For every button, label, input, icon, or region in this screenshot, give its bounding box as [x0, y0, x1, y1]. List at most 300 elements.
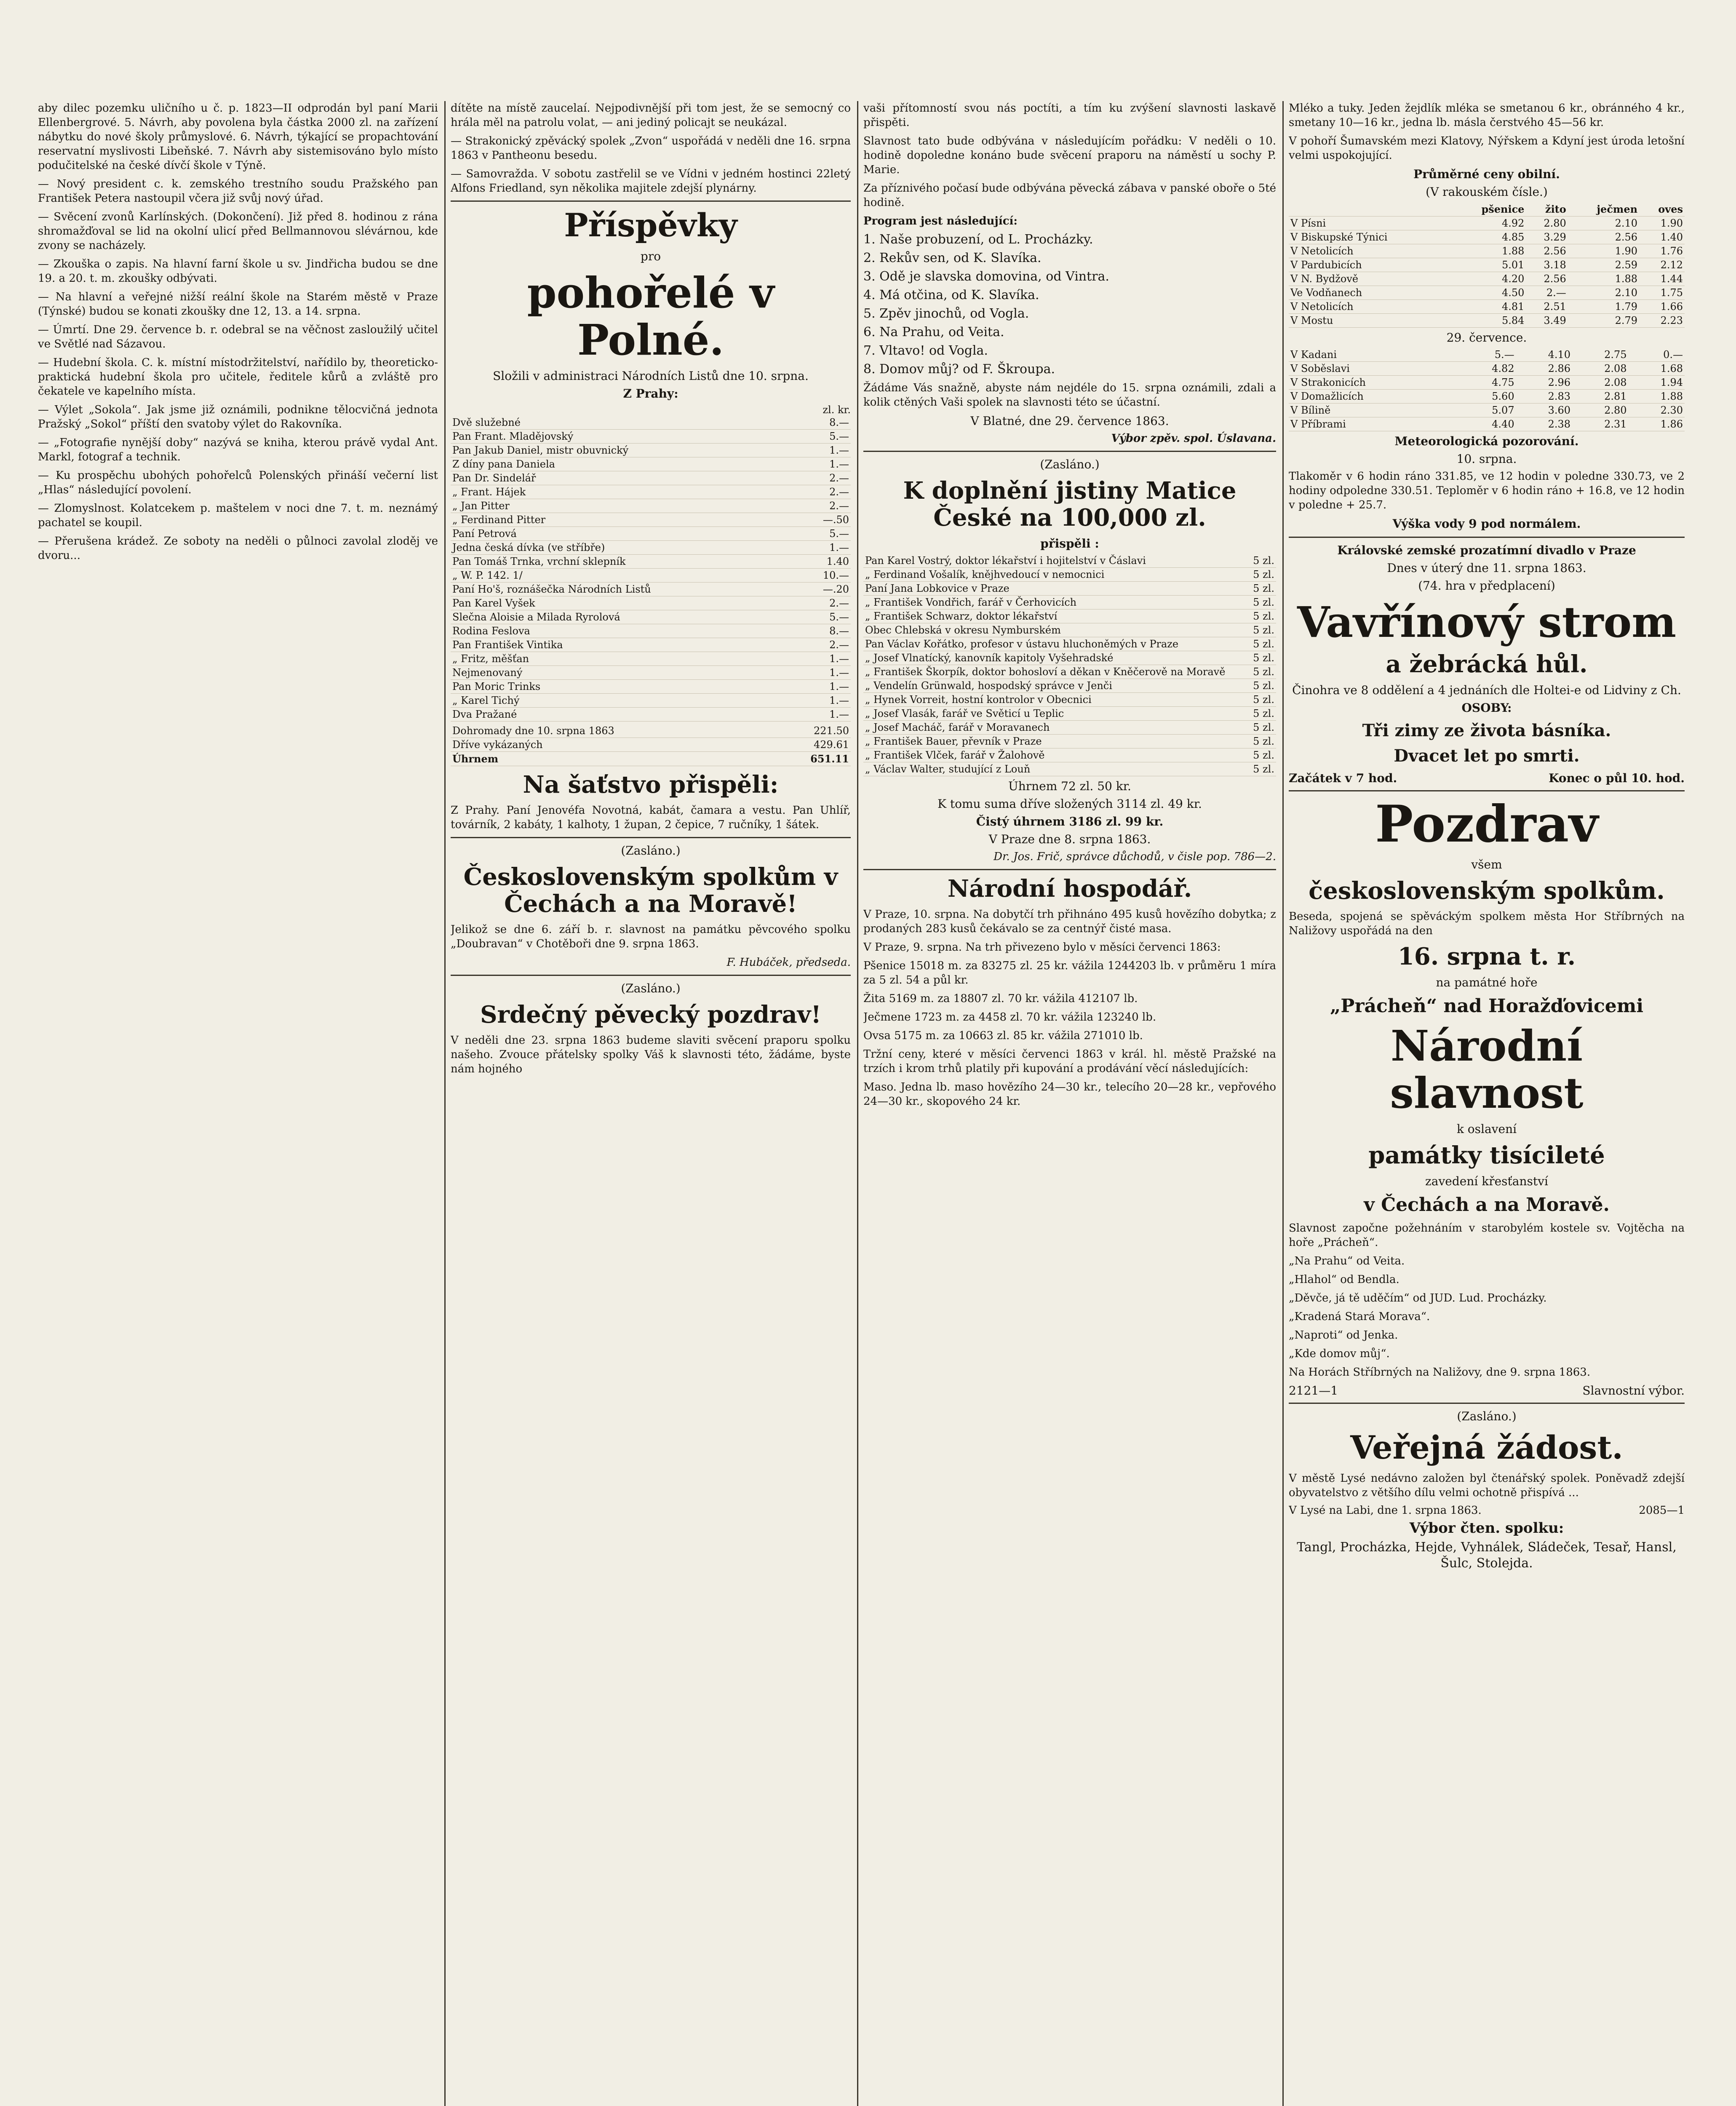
verejna-place: V Lysé na Labi, dne 1. srpna 1863. [1289, 1504, 1482, 1517]
table-header-cell: ječmen [1568, 202, 1639, 216]
total-value: 651.11 [769, 752, 851, 766]
table-cell-label: V Soběslavi [1289, 362, 1460, 376]
prev-value: 429.61 [769, 738, 851, 752]
table-cell-label: „ František Schwarz, doktor lékařství [863, 609, 1250, 623]
column-rule [1282, 101, 1284, 2106]
prices-table-2 [1289, 348, 1685, 431]
table-cell-value: 2.83 [1516, 390, 1572, 404]
pozdrav-heading: Pozdrav [1375, 794, 1598, 854]
article-paragraph: — „Fotografie nynější doby“ nazývá se kniha, kterou právě vydal Ant. Markl, fotograf a technik. [38, 436, 438, 463]
article-paragraph: Pšenice 15018 m. za 83275 zl. 25 kr. vážila 1244203 lb. v průměru 1 míra za 5 zl. 54 a půl kr. [863, 959, 1276, 986]
zaslano-label: (Zasláno.) [1040, 457, 1100, 471]
article-paragraph: — Ku prospěchu ubohých pohořelců Polenských přináší večerní list „Hlas“ následující povolení. [38, 469, 438, 496]
table-cell-value: 1.68 [1629, 362, 1685, 376]
donations-summary [451, 724, 851, 766]
table-row [863, 554, 1276, 568]
table-cell-value: 2.— [800, 499, 851, 513]
section-divider [863, 869, 1276, 870]
table-cell-value: 2.38 [1516, 417, 1572, 431]
table-cell-label: V Příbrami [1289, 417, 1460, 431]
table-row [451, 527, 851, 541]
verejna-names: Tangl, Procházka, Hejde, Vyhnálek, Sládeček, Tesař, Hansl, Šulc, Stolejda. [1297, 1540, 1677, 1571]
table-cell-label: „ František Vondřich, farář v Čerhovicích [863, 596, 1250, 609]
matice-table [863, 554, 1276, 776]
program-item: 1. Naše probuzení, od L. Procházky. [863, 232, 1093, 247]
table-cell-value: 2.56 [1526, 272, 1568, 286]
table-cell-value: 1.75 [1639, 286, 1685, 300]
table-row [863, 651, 1276, 665]
table-header-cell [1289, 202, 1451, 216]
table-cell-value: 1.— [800, 680, 851, 694]
unit-label: zl. kr. [823, 404, 851, 416]
table-cell-label: „ Václav Walter, studující z Louň [863, 762, 1250, 776]
prices-heading: Průměrné ceny obilní. [1413, 167, 1560, 181]
table-row [451, 416, 851, 430]
meteo-heading: Meteorologická pozorování. [1394, 434, 1579, 448]
table-row [863, 735, 1276, 748]
table-cell-value: 1.— [800, 457, 851, 471]
slav-item: „Naproti“ od Jenka. [1289, 1329, 1398, 1342]
table-cell-label: Paní Jana Lobkovice v Praze [863, 582, 1250, 596]
table-cell-value: 4.82 [1460, 362, 1516, 376]
column-rule [857, 101, 858, 2106]
article-paragraph: Slavnost tato bude odbývána v následujícím pořádku: V neděli o 10. hodině dopoledne konáno bude svěcení praporu na náměstí u sochy P. Marie. [863, 135, 1276, 176]
sum-value: 221.50 [769, 724, 851, 738]
table-cell-label: „ Ferdinand Pitter [451, 513, 800, 527]
vybor-signature: Výbor zpěv. spol. Úslavana. [1111, 432, 1276, 445]
table-cell-value: 5.01 [1451, 258, 1526, 272]
table-cell-value: 4.10 [1516, 348, 1572, 362]
table-cell-value: 5 zl. [1250, 637, 1276, 651]
table-header-cell: pšenice [1451, 202, 1526, 216]
table-cell-label: V N. Bydžově [1289, 272, 1451, 286]
table-cell-label: V Bílině [1289, 404, 1460, 417]
table-row [863, 582, 1276, 596]
column-1 [38, 101, 438, 2106]
table-cell-label: Ve Vodňanech [1289, 286, 1451, 300]
table-cell-value: 2.80 [1572, 404, 1628, 417]
table-cell-value: 5 zl. [1250, 623, 1276, 637]
blatna-line: V Blatné, dne 29. července 1863. [970, 414, 1169, 428]
verejna-num: 2085—1 [1639, 1504, 1685, 1517]
table-cell-label: Pan Dr. Sindelář [451, 471, 800, 485]
table-cell-value: 5 zl. [1250, 707, 1276, 721]
matice-subheading: přispěli : [1040, 537, 1099, 551]
program-item: 8. Domov můj? od F. Škroupa. [863, 362, 1055, 377]
table-row [451, 499, 851, 513]
prices-date2: 29. července. [1446, 331, 1527, 345]
table-cell-value: 2.— [800, 596, 851, 610]
theatre-date: Dnes v úterý dne 11. srpna 1863. [1387, 561, 1586, 575]
table-cell-value: 2.75 [1572, 348, 1628, 362]
prispevky-subheading: pro [640, 249, 661, 263]
cs-signature: F. Hubáček, předseda. [726, 956, 851, 969]
table-cell-value: —.20 [800, 583, 851, 596]
slav-text: Slavnost započne požehnáním v starobylém kostele sv. Vojtěcha na hoře „Prácheň“. [1289, 1222, 1685, 1249]
article-paragraph: Mléko a tuky. Jeden žejdlík mléka se smetanou 6 kr., obránného 4 kr., smetany 10—16 kr., jedna lb. másla čerstvého 45—56 kr. [1289, 102, 1685, 129]
table-row [1289, 272, 1685, 286]
article-paragraph: dítěte na místě zaucelaí. Nejpodivnější při tom jest, že se semocný co hrála měl na patrolu volat, — ani jediný policajt se neukázal. [451, 102, 851, 129]
table-cell-label: Nejmenovaný [451, 666, 800, 680]
section-divider [451, 975, 851, 976]
vavrin-heading: Vavřínový strom [1297, 597, 1677, 647]
table-cell-value: 1.— [800, 666, 851, 680]
article-paragraph: Žádáme Vás snažně, abyste nám nejdéle do 15. srpna oznámili, zdali a kolik ctěných Vaši spolek na slavnosti této se účastní. [863, 382, 1276, 409]
table-cell-value: 1.79 [1568, 300, 1639, 314]
table-cell-value: 4.20 [1451, 272, 1526, 286]
table-cell-value: 2.56 [1526, 244, 1568, 258]
zaslano-label: (Zasláno.) [621, 844, 681, 858]
table-row [451, 583, 851, 596]
slav-item: „Kradená Stará Morava“. [1289, 1310, 1430, 1323]
program-item: 3. Odě je slavska domovina, od Vintra. [863, 269, 1109, 284]
theatre-sub: (74. hra v předplacení) [1418, 579, 1555, 593]
table-cell-label: V Pardubicích [1289, 258, 1451, 272]
article-paragraph: V Praze, 10. srpna. Na dobytčí trh přihnáno 495 kusů hovězího dobytka; z prodaných 283 kusů čekávalo se za centnýř čisté masa. [863, 908, 1276, 935]
table-row [863, 748, 1276, 762]
table-row [451, 430, 851, 444]
table-cell-label: V Písni [1289, 216, 1451, 230]
k-oslave: k oslavení [1456, 1122, 1517, 1136]
table-cell-value: 1.40 [1639, 230, 1685, 244]
dvacet-heading: Dvacet let po smrti. [1394, 746, 1580, 766]
table-cell-value: 1.— [800, 708, 851, 722]
table-cell-value: 2.10 [1568, 216, 1639, 230]
start-time: Začátek v 7 hod. [1289, 771, 1397, 785]
table-cell-label: V Mostu [1289, 314, 1451, 328]
article-paragraph: aby dilec pozemku uličního u č. p. 1823—II odprodán byl paní Marii Ellenbergrové. 5. Návrh, aby povolena byla částka 2000 zl. na zařízení nábytku do nové školy průmyslové. 6. Návrh, týkající se propachtování reservatní myslivosti Libeňské. 7. Návrh aby sistemisováno bylo místo podučitelské na české dívčí škole v Týně. [38, 102, 438, 172]
zaslano-label: (Zasláno.) [1457, 1409, 1517, 1423]
table-cell-label: „ Josef Vlasák, farář ve Světicí u Teplic [863, 707, 1250, 721]
column-3 [863, 101, 1276, 2106]
theatre-heading: Královské zemské prozatímní divadlo v Praze [1337, 543, 1636, 557]
program-item: 2. Rekův sen, od K. Slavíka. [863, 251, 1042, 265]
tri-zimy-heading: Tři zimy ze života básníka. [1362, 721, 1611, 740]
section-divider [1289, 537, 1685, 538]
pamatky-heading: památky tisícileté [1368, 1141, 1605, 1169]
table-header-cell: žito [1526, 202, 1568, 216]
table-cell-label: Pan Václav Kořátko, profesor v ústavu hluchoněmých v Praze [863, 637, 1250, 651]
table-cell-label: „ Ferdinand Vošalík, knějhvedoucí v nemocnici [863, 568, 1250, 582]
table-cell-value: 3.49 [1526, 314, 1568, 328]
table-row [1289, 230, 1685, 244]
osoby-label: OSOBY: [1461, 701, 1512, 715]
table-cell-value: 2.86 [1516, 362, 1572, 376]
total-label: Úhrnem [451, 752, 769, 766]
article-paragraph: Ovsa 5175 m. za 10663 zl. 85 kr. vážila 271010 lb. [863, 1029, 1143, 1042]
table-cell-value: 2.79 [1568, 314, 1639, 328]
table-cell-value: 10.— [800, 569, 851, 583]
table-row [451, 694, 851, 708]
polna-note: Složili v administraci Národních Listů dne 10. srpna. [493, 369, 809, 383]
table-cell-value: 1.66 [1639, 300, 1685, 314]
table-row [863, 568, 1276, 582]
article-paragraph: V pohoří Šumavském mezi Klatovy, Nýřskem a Kdyní jest úroda letošní velmi uspokojující. [1289, 135, 1685, 162]
table-cell-value: 1.— [800, 652, 851, 666]
table-cell-label: V Biskupské Týnici [1289, 230, 1451, 244]
program-item: 6. Na Prahu, od Veita. [863, 325, 1004, 339]
table-row [451, 555, 851, 569]
table-cell-value: 1.94 [1629, 376, 1685, 390]
pozdrav-date: 16. srpna t. r. [1397, 943, 1576, 970]
article-paragraph: Maso. Jedna lb. maso hovězího 24—30 kr., telecího 20—28 kr., vepřového 24—30 kr., skopového 24 kr. [863, 1081, 1276, 1108]
table-cell-label: Paní Petrová [451, 527, 800, 541]
table-cell-label: „ Vendelín Grünwald, hospodský správce v Jenči [863, 679, 1250, 693]
article-paragraph: — Výlet „Sokola“. Jak jsme již oznámili, podnikne tělocvičná jednota Pražský „Sokol“ příští den svatoby výlet do Rakovníka. [38, 404, 438, 430]
table-cell-value: —.50 [800, 513, 851, 527]
program-item: 4. Má otčina, od K. Slavíka. [863, 288, 1039, 302]
table-cell-value: 2.59 [1568, 258, 1639, 272]
column-2 [451, 101, 851, 2106]
table-row [863, 623, 1276, 637]
sum-label: Dohromady dne 10. srpna 1863 [451, 724, 769, 738]
prev-label: Dříve vykázaných [451, 738, 769, 752]
table-cell-value: 5 zl. [1250, 735, 1276, 748]
srdecny-heading: Srdečný pěvecký pozdrav! [480, 1001, 821, 1029]
section-divider [451, 200, 851, 202]
meteo-level: Výška vody 9 pod normálem. [1392, 517, 1581, 531]
table-cell-label: V Domažlicích [1289, 390, 1460, 404]
table-row [863, 596, 1276, 609]
table-cell-label: Jedna česká dívka (ve stříbře) [451, 541, 800, 555]
section-divider [451, 837, 851, 838]
zaved-line: zavedení křesťanství [1425, 1174, 1548, 1188]
verejna-text: V městě Lysé nedávno založen byl čtenářský spolek. Poněvadž zdejší obyvatelstvo z většího dílu velmi ochotně přispívá ... [1289, 1472, 1685, 1499]
table-row [451, 652, 851, 666]
table-row [863, 721, 1276, 735]
table-row [451, 752, 851, 766]
table-cell-label: Pan František Vintika [451, 638, 800, 652]
table-cell-value: 5 zl. [1250, 568, 1276, 582]
table-cell-value: 2.— [800, 638, 851, 652]
matice-total: Úhrnem 72 zl. 50 kr. [1008, 779, 1131, 793]
table-cell-value: 2.30 [1629, 404, 1685, 417]
table-cell-label: „ Josef Macháč, farář v Moravanech [863, 721, 1250, 735]
table-row [1289, 216, 1685, 230]
table-row [863, 665, 1276, 679]
table-cell-value: 3.18 [1526, 258, 1568, 272]
article-paragraph: — Úmrtí. Dne 29. července b. r. odebral se na věčnost zasloužilý učitel ve Světlé nad Sázavou. [38, 323, 438, 350]
vcechach-heading: v Čechách a na Moravě. [1364, 1194, 1610, 1216]
table-cell-label: „ František Škorpík, doktor bohosloví a děkan v Kněčerově na Moravě [863, 665, 1250, 679]
table-cell-value: 1.88 [1629, 390, 1685, 404]
table-cell-value: 2.— [1526, 286, 1568, 300]
theatre-times [1289, 771, 1685, 785]
prispevky-heading: Příspěvky [564, 206, 737, 244]
table-row [1289, 258, 1685, 272]
article-paragraph: — Zlomyslnost. Kolatcekem p. maštelem v noci dne 7. t. m. neznámý pachatel se koupil. [38, 502, 438, 529]
table-cell-value: 2.80 [1526, 216, 1568, 230]
table-cell-label: Pan Frant. Mladějovský [451, 430, 800, 444]
article-paragraph: vaši přítomností svou nás poctíti, a tím ku zvýšení slavnosti laskavě přispěti. [863, 102, 1276, 129]
table-cell-value: 3.29 [1526, 230, 1568, 244]
narodni-heading: Národní hospodář. [947, 875, 1192, 903]
table-row [863, 637, 1276, 651]
table-cell-label: V Netolicích [1289, 244, 1451, 258]
table-cell-value: 2.08 [1572, 362, 1628, 376]
table-cell-label: Pan Karel Vostrý, doktor lékařství i hojitelství v Čáslavi [863, 554, 1250, 568]
table-row [451, 513, 851, 527]
table-row [451, 457, 851, 471]
prices-table [1289, 202, 1685, 328]
table-row [451, 638, 851, 652]
verejna-vybor: Výbor čten. spolku: [1409, 1520, 1564, 1537]
program-item: 5. Zpěv jinochů, od Vogla. [863, 306, 1029, 321]
table-row [863, 762, 1276, 776]
table-row [1289, 390, 1685, 404]
table-row [1289, 314, 1685, 328]
table-cell-value: 4.50 [1451, 286, 1526, 300]
table-cell-value: 2.10 [1568, 286, 1639, 300]
table-cell-label: „ František Bauer, převník v Praze [863, 735, 1250, 748]
table-cell-value: 1.— [800, 694, 851, 708]
table-cell-value: 1.44 [1639, 272, 1685, 286]
table-cell-label: Rodina Feslova [451, 624, 800, 638]
table-row [451, 444, 851, 457]
table-row [1289, 362, 1685, 376]
table-cell-value: 2.56 [1568, 230, 1639, 244]
table-row [451, 541, 851, 555]
satstvo-text: Z Prahy. Paní Jenovéfa Novotná, kabát, čamara a vestu. Pan Uhlíř, továrník, 2 kabáty, 1 kalhoty, 1 župan, 2 čepice, 7 ručníky, 1 šátek. [451, 804, 851, 831]
pozdrav-na: na památné hoře [1436, 975, 1538, 989]
pozdrav-vsem: všem [1471, 858, 1502, 871]
table-cell-value: 5.— [1460, 348, 1516, 362]
pozdrav-text: Beseda, spojená se spěváckým spolkem města Hor Stříbrných na Naližovy uspořádá na den [1289, 910, 1685, 937]
table-row [1289, 300, 1685, 314]
article-paragraph: — Na hlavní a veřejné nižší reální škole na Starém městě v Praze (Týnské) budou se konati zkoušky dne 12, 13. a 14. srpna. [38, 291, 438, 318]
table-row [451, 624, 851, 638]
table-cell-value: 4.85 [1451, 230, 1526, 244]
prachen-heading: „Prácheň“ nad Horažďovicemi [1330, 995, 1644, 1017]
table-cell-label: „ Karel Tichý [451, 694, 800, 708]
vavrin-subheading: a žebrácká hůl. [1386, 650, 1588, 678]
table-cell-label: Pan Karel Vyšek [451, 596, 800, 610]
table-cell-value: 1.76 [1639, 244, 1685, 258]
article-paragraph: Za příznivého počasí bude odbývána pěvecká zábava v panské oboře o 5té hodině. [863, 182, 1276, 209]
table-row [451, 485, 851, 499]
matice-signature: Dr. Jos. Frič, správce důchodů, v čisle pop. 786—2. [994, 850, 1276, 863]
table-row [863, 679, 1276, 693]
table-cell-value: 5 zl. [1250, 721, 1276, 735]
table-row [451, 471, 851, 485]
table-row [1289, 376, 1685, 390]
table-header-cell: oves [1639, 202, 1685, 216]
verejna-heading: Veřejná žádost. [1350, 1429, 1623, 1466]
table-cell-value: 1.88 [1568, 272, 1639, 286]
table-cell-label: V Kadani [1289, 348, 1460, 362]
z-prahy-label: Z Prahy: [623, 387, 678, 401]
table-cell-value: 3.60 [1516, 404, 1572, 417]
table-cell-value: 8.— [800, 624, 851, 638]
article-paragraph: Žita 5169 m. za 18807 zl. 70 kr. vážila 412107 lb. [863, 992, 1138, 1005]
table-row [451, 666, 851, 680]
table-cell-label: „ Frant. Hájek [451, 485, 800, 499]
matice-place: V Praze dne 8. srpna 1863. [988, 832, 1151, 846]
article-paragraph: — Přerušena krádež. Ze soboty na neděli o půlnoci zavolal zloděj ve dvoru... [38, 535, 438, 562]
table-cell-value: 5.07 [1460, 404, 1516, 417]
table-cell-value: 4.92 [1451, 216, 1526, 230]
table-cell-value: 1.40 [800, 555, 851, 569]
meteo-text: Tlakoměr v 6 hodin ráno 331.85, ve 12 hodin v poledne 330.73, ve 2 hodiny odpoledne 330.51. Teploměr v 6 hodin ráno + 16.8, ve 12 hodin v poledne + 25.7. [1289, 470, 1685, 511]
prices-subheading: (V rakouském čísle.) [1426, 185, 1548, 199]
table-cell-value: 2.96 [1516, 376, 1572, 390]
column-rule [444, 101, 446, 2106]
table-cell-label: „ Hynek Vorreit, hostní kontrolor v Obecnici [863, 693, 1250, 707]
article-paragraph: Tržní ceny, které v měsíci červenci 1863 v král. hl. městě Pražské na trzích i krom trhů platily při kupování a prodávání věcí následujících: [863, 1048, 1276, 1075]
article-paragraph: — Strakonický zpěvácký spolek „Zvon“ uspořádá v neděli dne 16. srpna 1863 v Pantheonu besedu. [451, 135, 851, 162]
slav-item: „Na Prahu“ od Veita. [1289, 1255, 1405, 1267]
table-row [451, 708, 851, 722]
table-cell-value: 5.— [800, 527, 851, 541]
cs-text: Jelikož se dne 6. září b. r. slavnost na památku pěvcového spolku „Doubravan“ v Chotěboři dne 9. srpna 1863. [451, 923, 851, 950]
table-cell-value: 5 zl. [1250, 596, 1276, 609]
table-cell-value: 4.75 [1460, 376, 1516, 390]
table-cell-value: 0.— [1629, 348, 1685, 362]
table-row [451, 680, 851, 694]
table-cell-value: 5 zl. [1250, 762, 1276, 776]
verejna-sign-row [1289, 1504, 1685, 1517]
table-row [451, 738, 851, 752]
column-4 [1289, 101, 1685, 2106]
table-cell-value: 5 zl. [1250, 679, 1276, 693]
table-cell-value: 5 zl. [1250, 693, 1276, 707]
table-row [1289, 348, 1685, 362]
table-row [451, 610, 851, 624]
table-cell-value: 5 zl. [1250, 609, 1276, 623]
program-list [863, 233, 1276, 377]
table-cell-value: 8.— [800, 416, 851, 430]
slav-num: 2121—1 [1289, 1384, 1338, 1398]
matice-total2: K tomu suma dříve složených 3114 zl. 49 kr. [937, 797, 1202, 811]
satstvo-heading: Na šaťstvo přispěli: [523, 771, 779, 799]
program-heading: Program jest následující: [863, 215, 1018, 227]
table-row [451, 569, 851, 583]
table-cell-value: 5 zl. [1250, 582, 1276, 596]
table-cell-label: Dva Pražané [451, 708, 800, 722]
narodni-slavnost-heading: Národní slavnost [1390, 1021, 1584, 1118]
section-divider [1289, 1403, 1685, 1404]
meteo-date: 10. srpna. [1456, 452, 1517, 466]
zaslano-label: (Zasláno.) [621, 981, 681, 995]
table-cell-value: 2.81 [1572, 390, 1628, 404]
table-cell-label: Slečna Aloisie a Milada Ryrolová [451, 610, 800, 624]
srdecny-text: V neděli dne 23. srpna 1863 budeme slaviti svěcení praporu spolku našeho. Zvouce přátelsky spolky Váš k slavnosti této, žádáme, byste nám hojného [451, 1034, 851, 1075]
vavrin-desc: Činohra ve 8 oddělení a 4 jednáních dle Holtei-e od Lidviny z Ch. [1292, 683, 1681, 697]
table-row [1289, 244, 1685, 258]
table-cell-label: „ František Vlček, farář v Žalohově [863, 748, 1250, 762]
table-cell-label: „ Fritz, měšťan [451, 652, 800, 666]
table-cell-label: „ Josef Vlnatícký, kanovník kapitoly Vyšehradské [863, 651, 1250, 665]
table-cell-label: V Strakonicích [1289, 376, 1460, 390]
table-cell-value: 2.— [800, 485, 851, 499]
article-paragraph: — Nový president c. k. zemského trestního soudu Pražského pan František Petera nastoupil včera již svůj nový úřad. [38, 178, 438, 205]
table-cell-value: 4.81 [1451, 300, 1526, 314]
table-cell-label: Pan Tomáš Trnka, vrchní sklepník [451, 555, 800, 569]
table-cell-value: 5.— [800, 610, 851, 624]
table-cell-value: 5.84 [1451, 314, 1526, 328]
table-cell-value: 2.31 [1572, 417, 1628, 431]
end-time: Konec o půl 10. hod. [1549, 771, 1685, 785]
section-divider [1289, 790, 1685, 791]
slav-vybor: Slavnostní výbor. [1582, 1384, 1685, 1398]
table-cell-label: Z díny pana Daniela [451, 457, 800, 471]
slav-list [1289, 1254, 1685, 1361]
table-row [1289, 286, 1685, 300]
table-row [863, 707, 1276, 721]
table-row [451, 724, 851, 738]
article-paragraph: Ječmene 1723 m. za 4458 zl. 70 kr. vážila 123240 lb. [863, 1011, 1156, 1024]
article-paragraph: — Hudební škola. C. k. místní místodržitelství, nařídilo by, theoreticko-praktická hudební škola pro učitele, ředitele kůrů a zvláště pro čekatele ve kapelního místa. [38, 356, 438, 398]
